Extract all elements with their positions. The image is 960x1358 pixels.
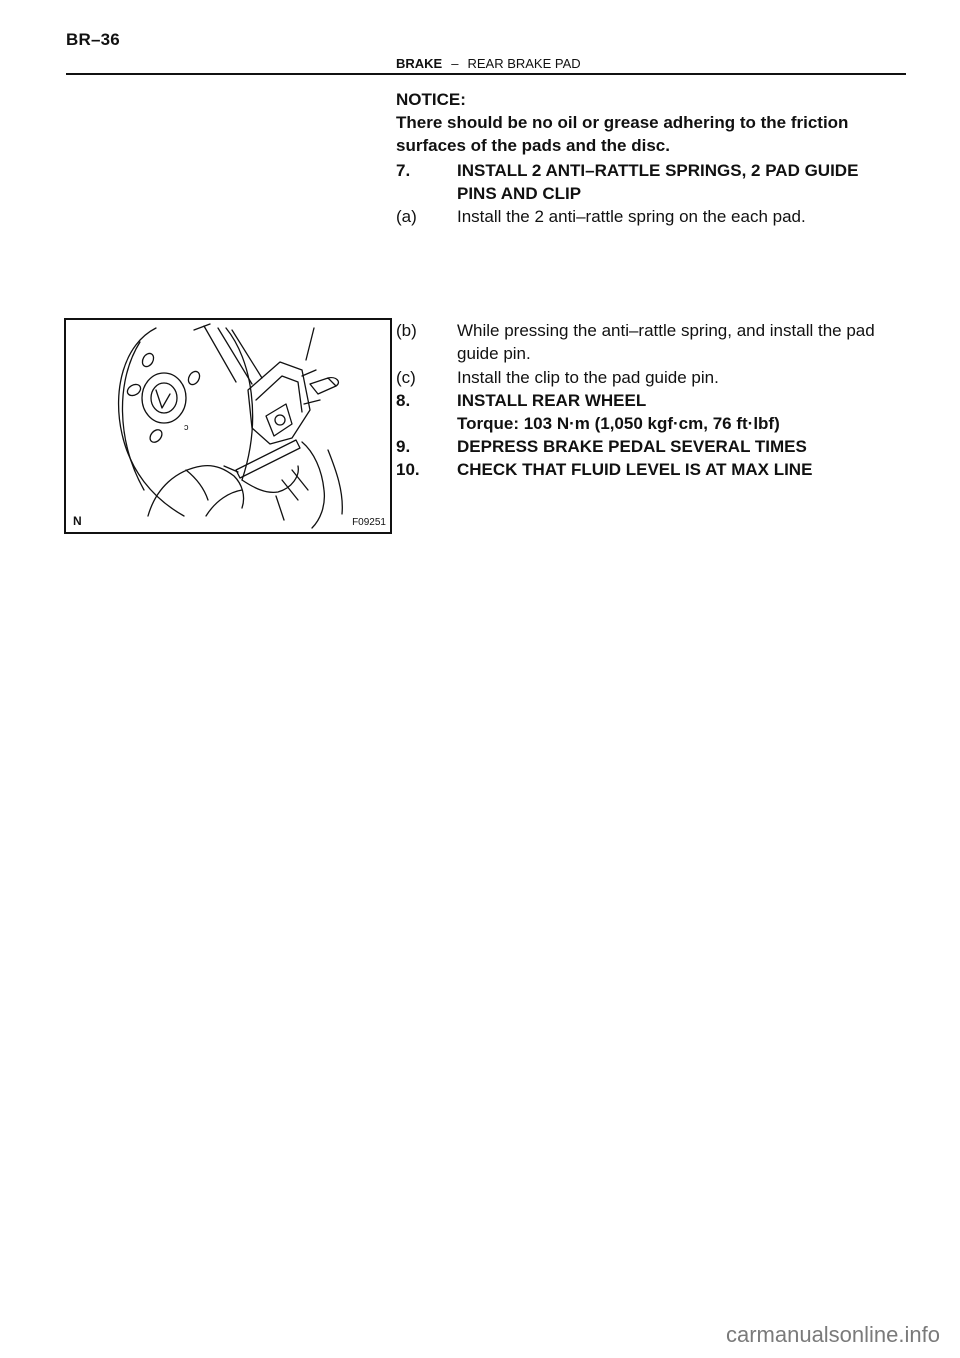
section-title: REAR BRAKE PAD: [467, 56, 581, 71]
step-10: [396, 458, 908, 481]
step-8: [396, 389, 908, 435]
header-dash: –: [451, 56, 459, 71]
section-header: [396, 56, 581, 71]
watermark: carmanualsonline.info: [725, 1322, 940, 1347]
figure-illustration: [64, 318, 392, 534]
substep-a: [396, 205, 908, 228]
page-number: BR–36: [66, 30, 120, 49]
substep-b: [396, 319, 908, 365]
step-title: CHECK THAT FLUID LEVEL IS AT MAX LINE: [457, 460, 813, 479]
brake-caliper-drawing: [66, 320, 390, 532]
svg-text:ↄ: ↄ: [184, 422, 189, 432]
step-title: INSTALL REAR WHEEL: [457, 391, 647, 410]
step-number: 7.: [396, 161, 411, 180]
notice-line-1: There should be no oil or grease adhering to the friction: [396, 113, 849, 132]
step-title: DEPRESS BRAKE PEDAL SEVERAL TIMES: [457, 437, 807, 456]
step-title-line-1: INSTALL 2 ANTI–RATTLE SPRINGS, 2 PAD GUIDE: [457, 161, 859, 180]
figure-code: F09251: [352, 517, 386, 528]
substep-text: Install the 2 anti–rattle spring on the each pad.: [457, 207, 806, 226]
step-number: 10.: [396, 460, 420, 479]
substep-c: [396, 366, 908, 389]
step-number: 8.: [396, 391, 411, 410]
step-7: [396, 159, 908, 205]
header-rule: [66, 73, 906, 75]
substep-letter: (b): [396, 321, 417, 340]
step-9: [396, 435, 908, 458]
substep-text-line-2: guide pin.: [457, 344, 531, 363]
substep-letter: (a): [396, 207, 417, 226]
figure-corner-label: N: [73, 514, 82, 528]
substep-text: Install the clip to the pad guide pin.: [457, 368, 719, 387]
notice-label: NOTICE:: [396, 90, 466, 109]
step-title-line-2: PINS AND CLIP: [457, 184, 582, 203]
torque-spec: Torque: 103 N·m (1,050 kgf·cm, 76 ft·lbf): [457, 414, 780, 433]
notice-line-2: surfaces of the pads and the disc.: [396, 136, 670, 155]
substep-text-line-1: While pressing the anti–rattle spring, and install the pad: [457, 321, 875, 340]
section-category: BRAKE: [396, 56, 443, 71]
substep-letter: (c): [396, 368, 416, 387]
step-number: 9.: [396, 437, 411, 456]
